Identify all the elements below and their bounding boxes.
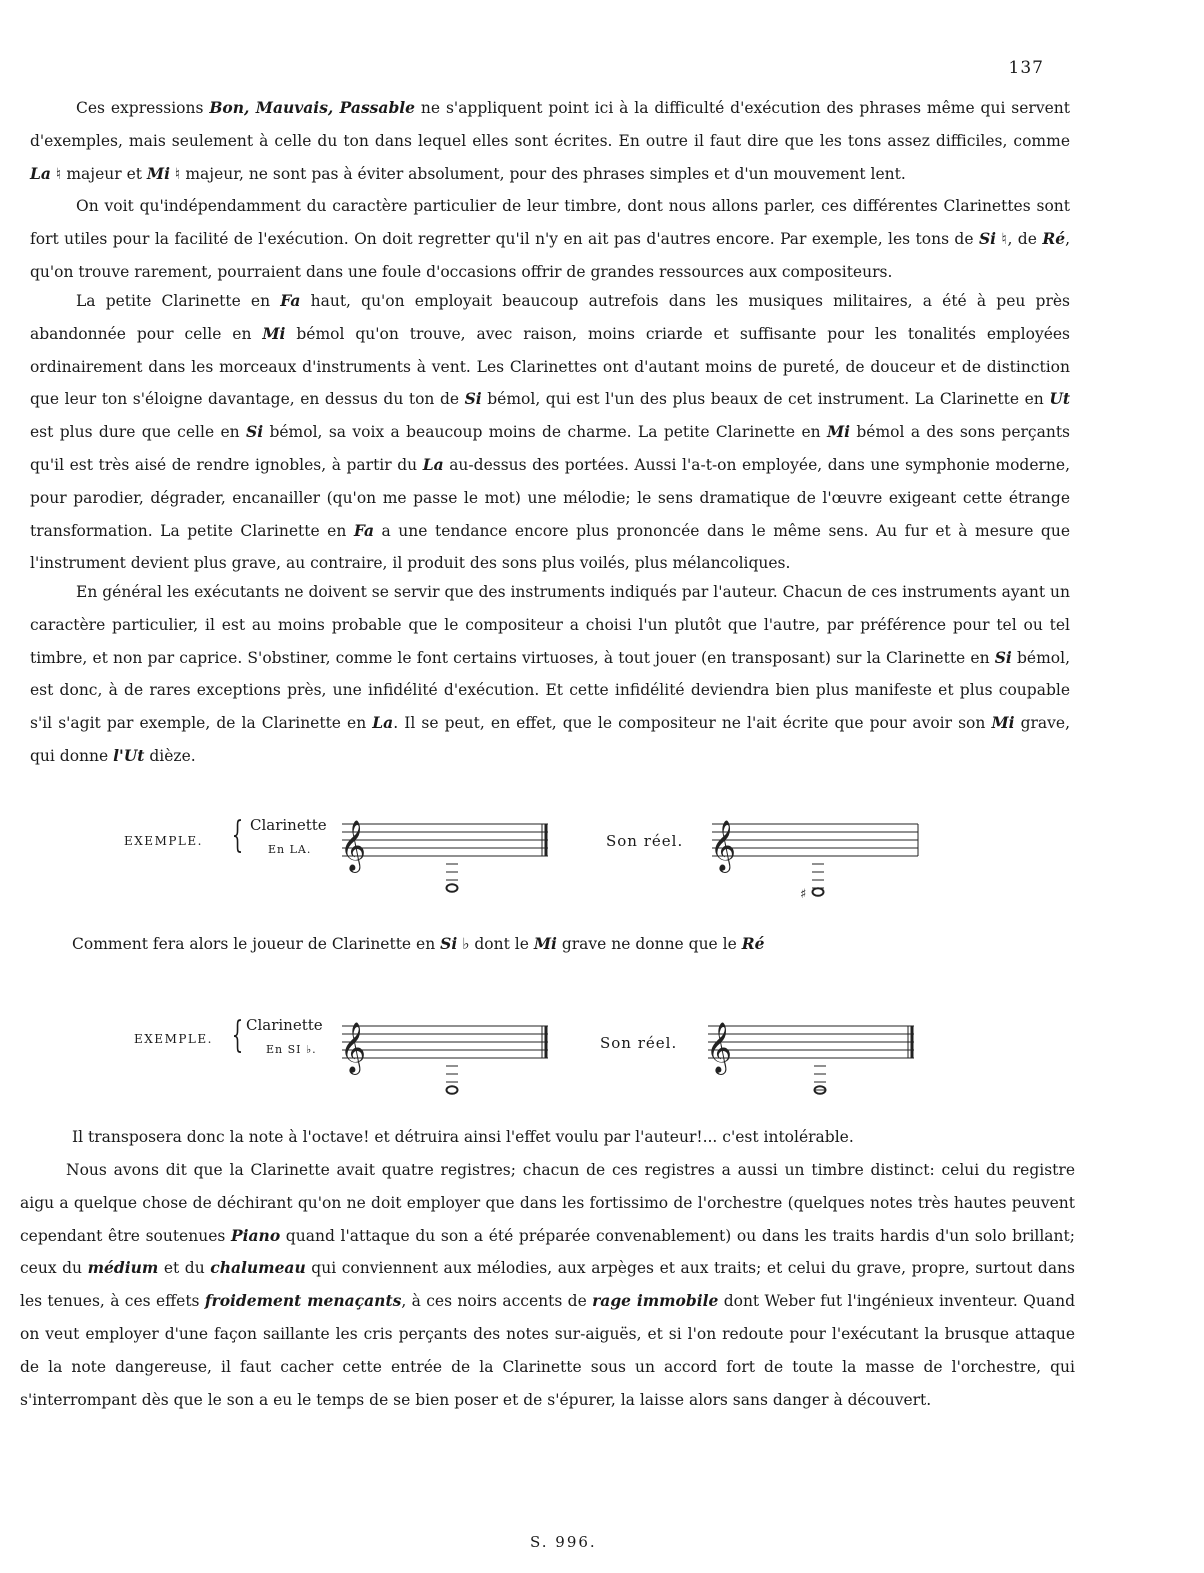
key-term: Mi (533, 934, 557, 953)
key-term: rage immobile (592, 1291, 719, 1311)
svg-text:𝄞: 𝄞 (706, 1022, 733, 1073)
son-reel-label: Son réel. (606, 832, 684, 850)
text-run: , à ces noirs accents de (401, 1292, 593, 1311)
key-term: Mi (991, 713, 1015, 733)
text-run: bémol, est donc, à de rares exceptions près, une infidélité d'exécution. Et cette infidélité deviendra bien plus manifeste et plus coupable s'il s'agit par exemple, de la Clarinette en (30, 648, 1071, 733)
key-term: Fa (353, 520, 375, 540)
instrument-key: En LA. (268, 843, 312, 856)
plate-number: S. 996. (530, 1533, 597, 1551)
text-run: qui conviennent aux mélodies, aux arpèges et aux traits; et celui du grave, propre, surtout dans les tenues, à ces effets (20, 1259, 1075, 1311)
text-run: , qu'on trouve rarement, pourraient dans une foule d'occasions offrir de grandes ressources aux compositeurs. (30, 229, 1070, 281)
text-run: La petite Clarinette en (76, 292, 281, 310)
text-run: ne s'appliquent point ici à la difficulté d'exécution des phrases même qui servent d'exemples, mais seulement à celle du ton dans lequel elles sont écrites. En outre il faut dire que les tons assez difficiles, comme (30, 99, 1070, 150)
example-2 (0, 1012, 1204, 1102)
text-run: En général les exécutants ne doivent se servir que des instruments indiqués par l'auteur. Chacun de ces instruments ayant un caractère particulier, il est au moins probable que le compositeur a choisi l'un plutôt que l'autre, par préférence pour tel ou tel timbre, et non par caprice. S'obstiner, comme le font certains virtuoses, à tout jouer (en transposant) sur la Clarinette en (30, 583, 1070, 667)
text-run: Comment fera alors le joueur de Clarinette en (72, 935, 441, 953)
text-run: au-dessus des portées. Aussi l'a-t-on employée, dans une symphonie moderne, pour parodier, dégrader, encanailler (qu'on me passe le mot) une mélodie; le sens dramatique de l'œuvre exigeant cette étrange transformation. La petite Clarinette en (30, 455, 1070, 540)
transposition-remark: Il transposera donc la note à l'octave! et détruira ainsi l'effet voulu par l'auteur!... c'est intolérable. (72, 1128, 854, 1146)
svg-text:𝄞: 𝄞 (710, 820, 737, 871)
text-run: bémol, sa voix a beaucoup moins de charme. La petite Clarinette en (263, 423, 827, 442)
staff-written-2 (336, 1022, 556, 1102)
text-run: est plus dure que celle en (30, 423, 246, 442)
key-term: Piano (230, 1225, 281, 1245)
svg-text:𝄞: 𝄞 (340, 820, 367, 871)
svg-text:𝄞: 𝄞 (340, 1022, 367, 1073)
text-run: a une tendance encore plus prononcée dans le même sens. Au fur et à mesure que l'instrument devient plus grave, au contraire, il produit des sons plus voilés, plus mélancoliques. (30, 521, 1070, 573)
text-run: bémol a des sons perçants qu'il est très aisé de rendre ignobles, à partir du (30, 423, 1071, 474)
example-1 (0, 812, 1204, 902)
text-run: ♮, de (996, 229, 1043, 248)
example-label: EXEMPLE. (134, 1032, 213, 1046)
example-label: EXEMPLE. (124, 834, 203, 848)
brace-icon: { (231, 1015, 244, 1056)
text-run: ♮ majeur, ne sont pas à éviter absolument, pour des phrases simples et d'un mouvement lent. (169, 164, 906, 183)
key-term: Fa (280, 291, 301, 310)
key-term: Mi (826, 422, 851, 442)
text-run: bémol, qui est l'un des plus beaux de cet instrument. La Clarinette en (481, 390, 1050, 409)
text-run: haut, qu'on employait beaucoup autrefois dans les musiques militaires, a été à peu près abandonnée pour celle en (30, 292, 1070, 343)
text-run: Ces expressions (76, 99, 210, 117)
key-term: Si (978, 228, 997, 248)
key-term: Mi (262, 323, 286, 343)
text-run: Nous avons dit que la Clarinette avait quatre registres; chacun de ces registres a aussi un timbre distinct: celui du registre aigu a quelque chose de déchirant qu'on ne doit employer que dans les fortissimo de l'orchestre (quelques notes très hautes peuvent cependant être soutenues (20, 1161, 1075, 1245)
text-run: quand l'attaque du son a été préparée convenablement) ou dans les traits hardis d'un solo brillant; ceux du (20, 1226, 1075, 1278)
key-term: Si (994, 647, 1012, 667)
paragraph-5 (20, 1154, 1075, 1416)
key-term: Si (464, 389, 482, 409)
staff-sounding-2 (702, 1022, 922, 1102)
key-term: Si (246, 422, 264, 442)
text-run: grave, qui donne (30, 714, 1071, 765)
page-number: 137 (1008, 58, 1044, 78)
staff-sounding-1 (706, 820, 926, 900)
key-term: médium (87, 1258, 159, 1278)
key-term: Mi (146, 163, 170, 183)
son-reel-label: Son réel. (600, 1034, 678, 1052)
text-run: dont Weber fut l'ingénieux inventeur. Quand on veut employer d'une façon saillante les cris perçants des notes sur-aiguës, et si l'on redoute pour l'exécutant la brusque attaque de la note dangereuse, il faut cacher cette entrée de la Clarinette sous un accord fort de toute la masse de l'orchestre, qui s'interrompant dès que le son a eu le temps de se bien poser et de s'épurer, la laisse alors sans danger à découvert. (20, 1292, 1076, 1409)
text-run: ♭ dont le (457, 935, 534, 953)
instrument-name: Clarinette (246, 1016, 323, 1034)
question-line (72, 934, 764, 953)
key-term: l'Ut (113, 745, 145, 765)
text-run: ♮ majeur et (50, 164, 147, 183)
key-term: Ut (1049, 389, 1070, 409)
paragraph-1 (30, 92, 1070, 190)
paragraph-3 (30, 285, 1070, 580)
key-term: Ré (741, 934, 765, 953)
key-term: La (372, 713, 394, 733)
text-run: On voit qu'indépendamment du caractère particulier de leur timbre, dont nous allons parler, ces différentes Clarinettes sont fort utiles pour la facilité de l'exécution. On doit regretter qu'il n'y en ait pas d'autres encore. Par exemple, les tons de (30, 197, 1070, 248)
key-term: Ré (1042, 228, 1066, 248)
text-run: . Il se peut, en effet, que le compositeur ne l'ait écrite que pour avoir son (393, 714, 992, 733)
instrument-key: En SI ♭. (266, 1043, 317, 1056)
text-run: dièze. (144, 746, 196, 765)
text-run: bémol qu'on trouve, avec raison, moins criarde et suffisante pour les tonalités employées ordinairement dans les morceaux d'instruments à vent. Les Clarinettes ont d'autant moins de pureté, de douceur et de distinction que leur ton s'éloigne davantage, en dessus du ton de (30, 324, 1070, 409)
key-term: La (422, 454, 444, 474)
key-term: La (30, 163, 51, 183)
instrument-name: Clarinette (250, 816, 327, 834)
text-run: grave ne donne que le (556, 935, 742, 953)
brace-icon: { (231, 815, 244, 856)
staff-written-1 (336, 820, 556, 900)
svg-text:♯: ♯ (800, 887, 807, 902)
paragraph-4 (30, 576, 1070, 773)
key-term: Bon, Mauvais, Passable (209, 98, 416, 117)
paragraph-2 (30, 190, 1070, 288)
key-term: froidement menaçants (204, 1291, 402, 1311)
text-run: et du (158, 1259, 211, 1278)
key-term: Si (440, 934, 458, 953)
key-term: chalumeau (210, 1258, 306, 1278)
